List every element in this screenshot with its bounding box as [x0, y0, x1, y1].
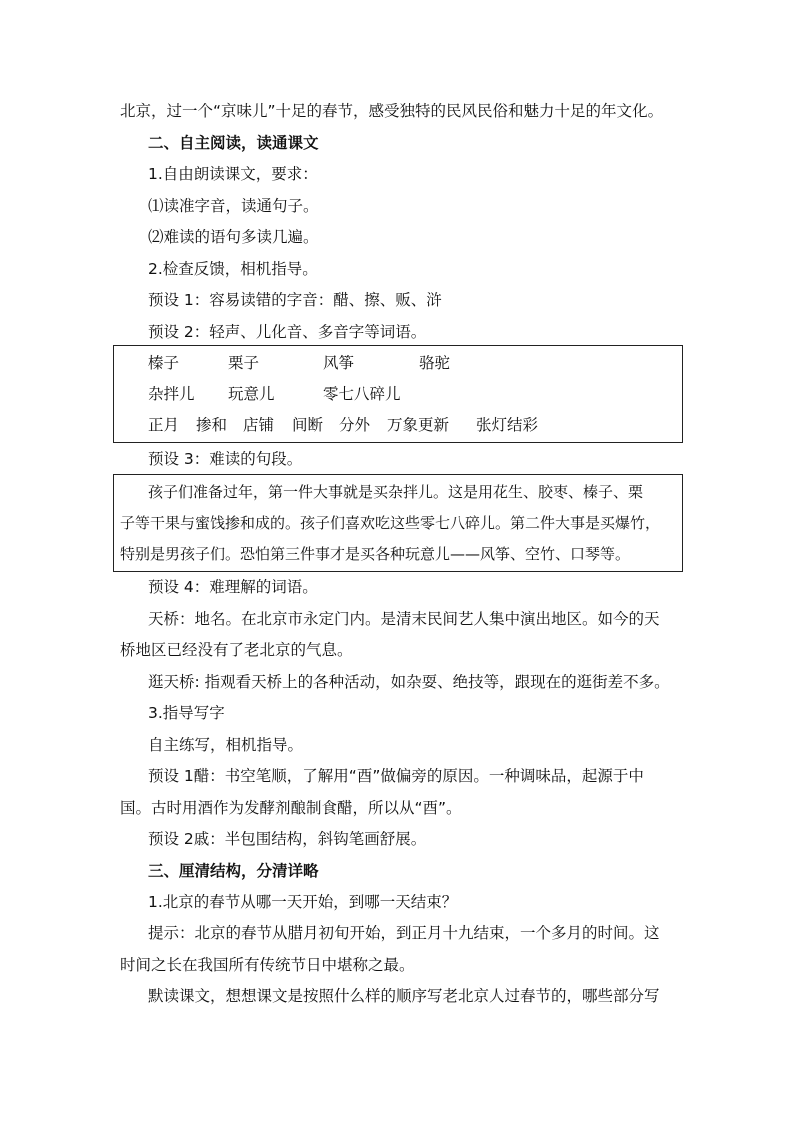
text-line: ⑵难读的语句多读几遍。	[148, 228, 319, 246]
vocab-word: 风筝	[323, 354, 355, 372]
vocab-word: 杂拌儿	[148, 385, 195, 403]
text-line: ⑴读准字音，读通句子。	[148, 197, 319, 215]
vocab-word: 张灯结彩	[476, 416, 539, 434]
text-line: 自主练写，相机指导。	[148, 736, 304, 754]
text-line: 桥地区已经没有了老北京的气息。	[120, 641, 353, 659]
text-line: 预设 4：难理解的词语。	[148, 578, 318, 596]
vocab-word: 零七八碎儿	[323, 385, 401, 403]
text-line: 提示：北京的春节从腊月初旬开始，到正月十九结束，一个多月的时间。这	[148, 924, 660, 942]
vocab-word: 骆驼	[419, 354, 451, 372]
text-line: 1.自由朗读课文，要求：	[148, 165, 318, 183]
vocab-word: 正月	[148, 416, 180, 434]
text-line: 北京，过一个“京味儿”十足的春节，感受独特的民风民俗和魅力十足的年文化。	[120, 102, 664, 120]
passage-line: 特别是男孩子们。恐怕第三件事才是买各种玩意儿——风筝、空竹、口琴等。	[120, 545, 631, 563]
vocab-word: 掺和	[196, 416, 228, 434]
text-line: 国。古时用酒作为发酵剂酿制食醋，所以从“酉”。	[120, 799, 462, 817]
text-line: 天桥：地名。在北京市永定门内。是清末民间艺人集中演出地区。如今的天	[148, 610, 660, 628]
vocab-word: 榛子	[148, 354, 180, 372]
text-line: 预设 2戚：半包围结构，斜钩笔画舒展。	[148, 830, 427, 848]
text-line: 预设 1：容易读错的字音：醋、擦、贩、浒	[148, 291, 442, 309]
text-line: 预设 3：难读的句段。	[148, 450, 303, 468]
text-line: 3.指导写字	[148, 704, 225, 722]
passage-line: 子等干果与蜜饯掺和成的。孩子们喜欢吃这些零七八碎儿。第二件大事是买爆竹，	[120, 514, 661, 532]
text-line: 时间之长在我国所有传统节日中堪称之最。	[120, 956, 415, 974]
vocab-word: 万象更新	[387, 416, 450, 434]
text-line: 逛天桥: 指观看天桥上的各种活动，如杂耍、绝技等，跟现在的逛街差不多。	[148, 673, 670, 691]
section-heading: 三、厘清结构，分清详略	[148, 862, 319, 880]
vocab-word: 分外	[339, 416, 371, 434]
section-heading: 二、自主阅读，读通课文	[148, 134, 319, 152]
text-line: 1.北京的春节从哪一天开始，到哪一天结束？	[148, 893, 458, 911]
text-line: 预设 2：轻声、儿化音、多音字等词语。	[148, 323, 427, 341]
text-line: 2.检查反馈，相机指导。	[148, 260, 318, 278]
vocab-word: 栗子	[228, 354, 260, 372]
passage-line: 孩子们准备过年，第一件大事就是买杂拌儿。这是用花生、胶枣、榛子、栗	[148, 483, 644, 501]
vocab-word: 间断	[292, 416, 324, 434]
vocab-word: 玩意儿	[228, 385, 275, 403]
text-line: 预设 1醋：书空笔顺，了解用“酉”做偏旁的原因。一种调味品，起源于中	[148, 767, 644, 785]
vocab-word: 店铺	[243, 416, 275, 434]
text-line: 默读课文，想想课文是按照什么样的顺序写老北京人过春节的，哪些部分写	[148, 987, 660, 1005]
